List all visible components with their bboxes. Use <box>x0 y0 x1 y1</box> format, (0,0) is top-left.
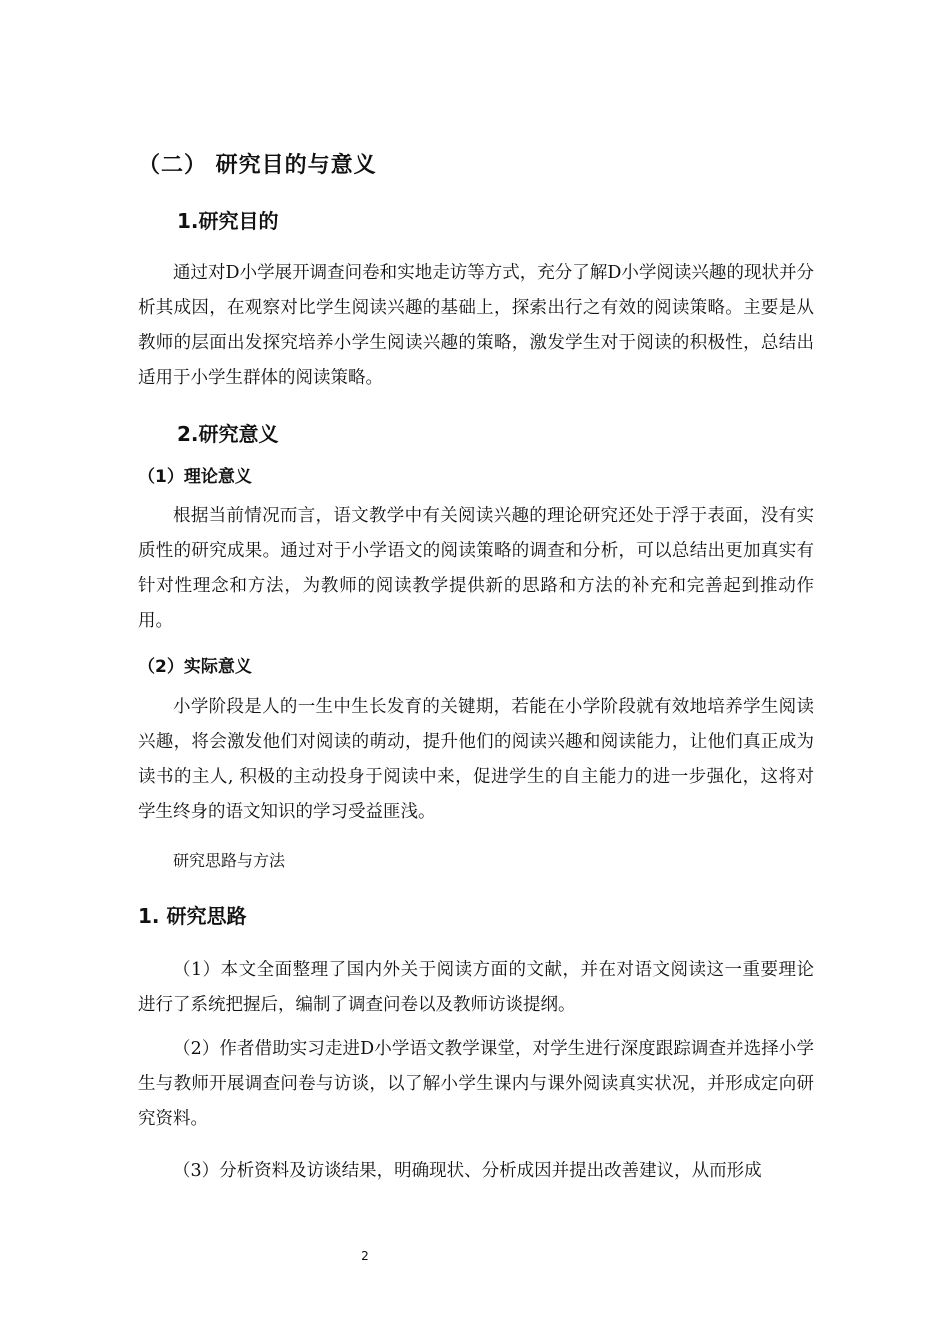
section-title: （二） 研究目的与意义 <box>138 153 377 178</box>
approach-item-1: （1）本文全面整理了国内外关于阅读方面的文献，并在对语文阅读这一重要理论进行了系统把握后，编制了调查问卷以及教师访谈提纲。 <box>138 960 814 1015</box>
purpose-paragraph: 通过对D小学展开调查问卷和实地走访等方式，充分了解D小学阅读兴趣的现状并分析其成因，在观察对比学生阅读兴趣的基础上，探索出行之有效的阅读策略。主要是从教师的层面出发探究培养小学生阅读兴趣的策略，激发学生对于阅读的积极性，总结出适用于小学生群体的阅读策略。 <box>138 263 814 388</box>
approach-heading: 1. 研究思路 <box>138 904 247 928</box>
methods-label: 研究思路与方法 <box>173 851 286 870</box>
practical-heading: （2）实际意义 <box>138 657 252 677</box>
theory-paragraph: 根据当前情况而言，语文教学中有关阅读兴趣的理论研究还处于浮于表面，没有实质性的研究成果。通过对于小学语文的阅读策略的调查和分析，可以总结出更加真实有针对性理念和方法，为教师的阅读教学提供新的思路和方法的补充和完善起到推动作用。 <box>138 506 814 631</box>
theory-heading: （1）理论意义 <box>138 467 252 487</box>
approach-item-2: （2）作者借助实习走进D小学语文教学课堂，对学生进行深度跟踪调查并选择小学生与教师开展调查问卷与访谈，以了解小学生课内与课外阅读真实状况，并形成定向研究资料。 <box>138 1039 814 1129</box>
approach-item-3: （3）分析资料及访谈结果，明确现状、分析成因并提出改善建议，从而形成 <box>173 1161 762 1181</box>
purpose-heading: 1.研究目的 <box>177 209 279 233</box>
practical-paragraph: 小学阶段是人的一生中生长发育的关键期，若能在小学阶段就有效地培养学生阅读兴趣，将会激发他们对阅读的萌动，提升他们的阅读兴趣和阅读能力，让他们真正成为读书的主人, 积极的主动投身于阅读中来，促进学生的自主能力的进一步强化，这将对学生终身的语文知识的学习受益匪浅。 <box>138 697 814 822</box>
page-number: 2 <box>361 1249 369 1263</box>
significance-heading: 2.研究意义 <box>177 422 279 446</box>
